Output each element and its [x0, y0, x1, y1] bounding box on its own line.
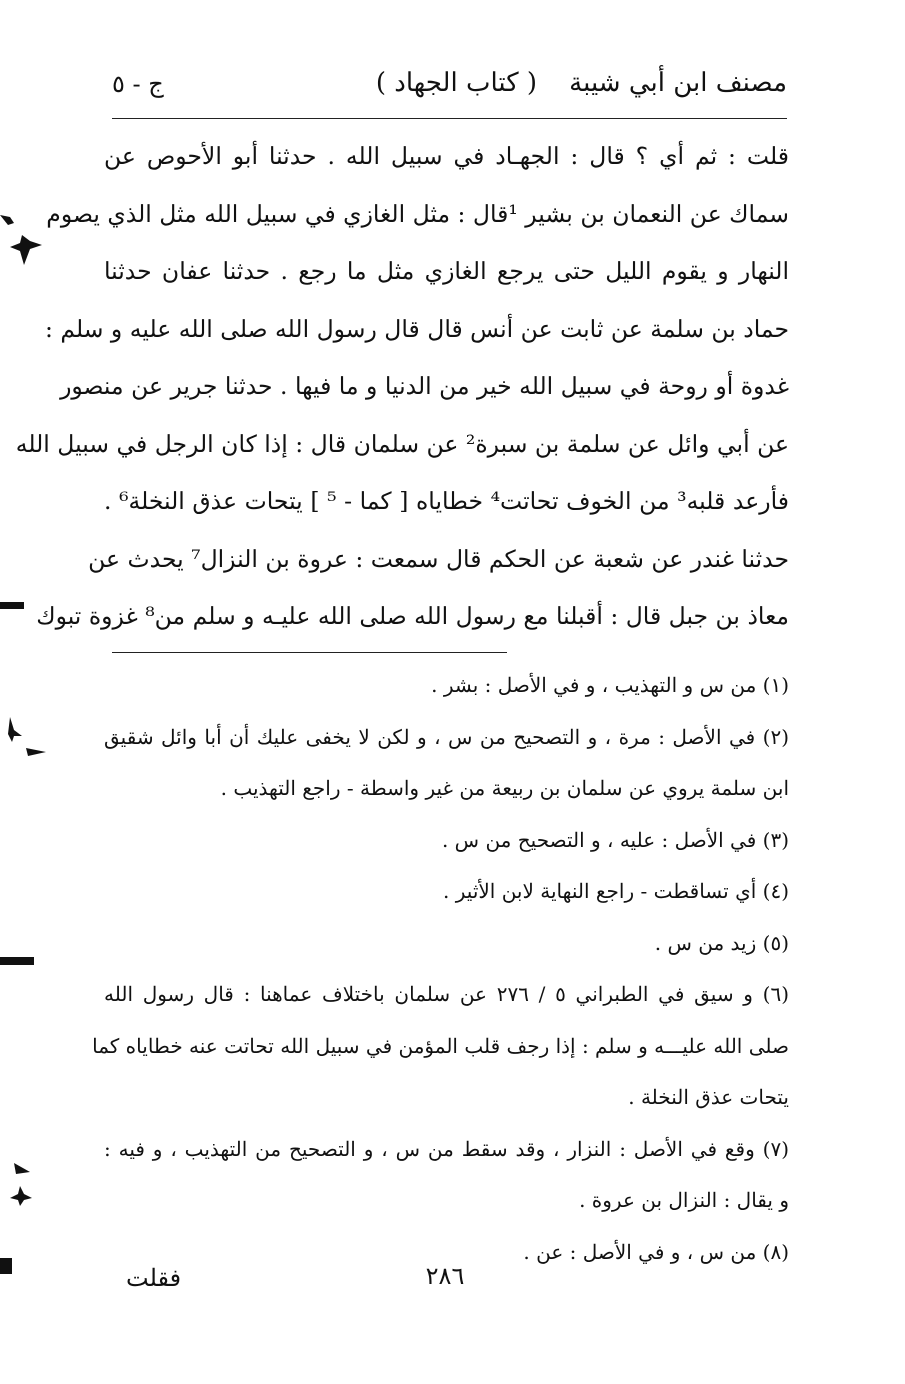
footnote-line: (٨) من س ، و في الأصل : عن .: [523, 1239, 789, 1264]
footnote-line: (٣) في الأصل : عليه ، و التصحيح من س .: [441, 827, 789, 852]
scan-mark-icon: [0, 205, 45, 275]
text-line: حماد بن سلمة عن ثابت عن أنس قال قال رسول الله صلى الله عليه و سلم :: [44, 314, 789, 343]
footnote-line: (٧) وقع في الأصل : النزار ، وقد سقط من س ، و التصحيح من التهذيب ، و فيه :: [104, 1136, 789, 1161]
footnote-line: و يقال : النزال بن عروة .: [579, 1188, 789, 1212]
scan-mark-icon: [0, 1252, 20, 1282]
footnote-line: يتحات عذق النخلة .: [628, 1085, 789, 1109]
text-line: قلت : ثم أي ؟ قال : الجهـاد في سبيل الله . حدثنا أبو الأحوص عن: [104, 142, 789, 170]
header-rule: [112, 118, 787, 119]
scan-mark-icon: [0, 952, 40, 972]
text-line: معاذ بن جبل قال : أقبلنا مع رسول الله صلى الله عليـه و سلم من⁸ غزوة تبوك: [36, 602, 789, 630]
text-line: عن أبي وائل عن سلمة بن سبرة² عن سلمان قال : إذا كان الرجل في سبيل الله: [15, 429, 789, 458]
footnote-line: (٤) أي تساقطت - راجع النهاية لابن الأثير .: [443, 879, 789, 903]
scan-mark-icon: [0, 598, 30, 614]
footnote-line: ابن سلمة يروي عن سلمان بن ربيعة من غير واسطة - راجع التهذيب .: [220, 776, 789, 800]
volume-number: ج - ٥: [112, 70, 164, 98]
book-title: مصنف ابن أبي شيبة: [569, 68, 787, 98]
footnotes: [92, 660, 790, 1278]
text-line: النهار و يقوم الليل حتى يرجع الغازي مثل ما رجع . حدثنا عفان حدثنا: [104, 257, 789, 285]
scan-mark-icon: [0, 712, 50, 767]
footnote-line: (١) من س و التهذيب ، و في الأصل : بشر .: [431, 673, 789, 697]
footnote-rule: [112, 652, 507, 653]
footnote-line: (٥) زيد من س .: [654, 930, 789, 955]
running-header: [108, 60, 787, 110]
page-number: ٢٨٦: [425, 1262, 465, 1290]
chapter-title: ( كتاب الجهاد ): [375, 68, 537, 98]
catchword: فقلت: [126, 1264, 182, 1292]
text-line: حدثنا غندر عن شعبة عن الحكم قال سمعت : عروة بن النزال⁷ يحدث عن: [88, 544, 789, 573]
text-line: سماك عن النعمان بن بشير ¹قال : مثل الغازي في سبيل الله مثل الذي يصوم: [46, 199, 789, 228]
main-text: [15, 128, 789, 646]
text-line: فأرعد قلبه³ من الخوف تحاتت⁴ خطاياه [ كما - ⁵ ] يتحات عذق النخلة⁶ .: [104, 487, 789, 515]
footnote-line: صلى الله عليـــه و سلم : إذا رجف قلب المؤمن في سبيل الله تحاتت عنه خطاياه كما: [92, 1033, 789, 1058]
text-line: غدوة أو روحة في سبيل الله خير من الدنيا و ما فيها . حدثنا جرير عن منصور: [60, 372, 789, 400]
footnote-line: (٦) و سيق في الطبراني ٥ / ٢٧٦ عن سلمان باختلاف عماهنا : قال رسول الله: [104, 982, 790, 1006]
scan-mark-icon: [0, 1158, 40, 1208]
footnote-line: (٢) في الأصل : مرة ، و التصحيح من س ، و لكن لا يخفى عليك أن أبا وائل شقيق: [104, 724, 789, 749]
